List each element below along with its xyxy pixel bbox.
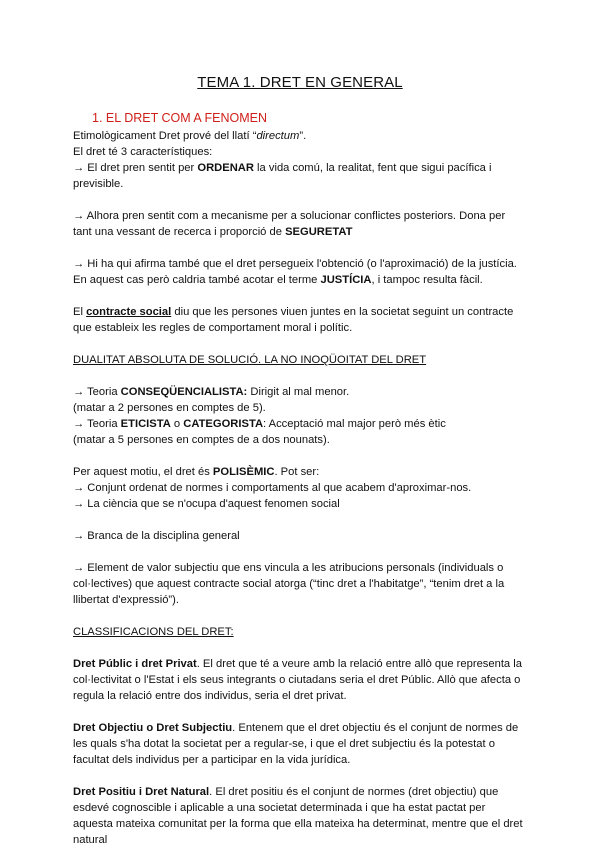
- theory-eticist-example: (matar a 5 persones en comptes de a dos nounats).: [73, 434, 330, 446]
- polysemic-item-3: → Branca de la disciplina general: [73, 530, 240, 542]
- classification-positive-natural: Dret Positiu i Dret Natural. El dret positiu és el conjunt de normes (dret objectiu) que esdevé cognoscible i aplicable a una societat determinada i que ha estat pactat per aquesta mateixa comunitat per la forma que ella mateixa ha determinat, mentre que el dret natural: [73, 786, 523, 846]
- section-heading: 1. EL DRET COM A FENOMEN: [92, 111, 268, 125]
- polysemic-item-2: → La ciència que se n'ocupa d'aquest fenomen social: [73, 498, 340, 510]
- characteristic-3: → Hi ha qui afirma també que el dret persegueix l'obtenció (o l'aproximació) de la justícia. En aquest cas però caldria també acotar el terme JUSTÍCIA, i tampoc resulta fàcil.: [73, 258, 517, 286]
- social-contract-paragraph: El contracte social diu que les persones viuen juntes en la societat seguint un contracte que estableix les regles de comportament moral i polític.: [73, 306, 514, 334]
- characteristic-2: → Alhora pren sentit com a mecanisme per a solucionar conflictes posteriors. Dona per tant una vessant de recerca i proporció de SEGURETAT: [73, 210, 506, 238]
- duality-heading: DUALITAT ABSOLUTA DE SOLUCIÓ. LA NO INOQÜOITAT DEL DRET: [73, 354, 427, 366]
- document-title: TEMA 1. DRET EN GENERAL: [197, 74, 403, 91]
- theory-eticist: → Teoria ETICISTA o CATEGORISTA: Acceptació mal major però més ètic: [73, 418, 446, 430]
- polysemic-item-4: → Element de valor subjectiu que ens vincula a les atribucions personals (individuals o col·lectives) que aquest contracte social atorga (“tinc dret a l'habitatge”, “tenim dret a la llibertat d'expressió”).: [73, 562, 505, 606]
- theory-consequentialist-example: (matar a 2 persones en comptes de 5).: [73, 402, 266, 414]
- theory-consequentialist: → Teoria CONSEQÜENCIALISTA: Dirigit al mal menor.: [73, 386, 350, 398]
- etymology-paragraph: Etimològicament Dret prové del llatí “directum”.: [73, 130, 307, 142]
- classifications-heading: CLASSIFICACIONS DEL DRET:: [73, 626, 234, 638]
- classification-public-private: Dret Públic i dret Privat. El dret que té a veure amb la relació entre allò que representa la col·lectivitat o l'Estat i els seus integrants o ciutadans seria el dret Públic. Allò que afecta o regula la relació entre dos individus, seria el dret privat.: [73, 658, 522, 702]
- document-body: [73, 128, 523, 848]
- polysemic-item-1: → Conjunt ordenat de normes i comportaments al que acabem d'aproximar-nos.: [73, 482, 472, 494]
- classification-objective-subjective: Dret Objectiu o Dret Subjectiu. Entenem que el dret objectiu és el conjunt de normes de les quals s'ha dotat la societat per a regular-se, i que el dret subjectiu és la potestat o facultat dels individus per a participar en la vida jurídica.: [73, 722, 519, 766]
- polysemic-paragraph: Per aquest motiu, el dret és POLISÈMIC. Pot ser:: [73, 466, 320, 478]
- characteristics-intro: El dret té 3 característiques:: [73, 146, 213, 158]
- characteristic-1: → El dret pren sentit per ORDENAR la vida comú, la realitat, fent que sigui pacífica i previsible.: [73, 162, 492, 190]
